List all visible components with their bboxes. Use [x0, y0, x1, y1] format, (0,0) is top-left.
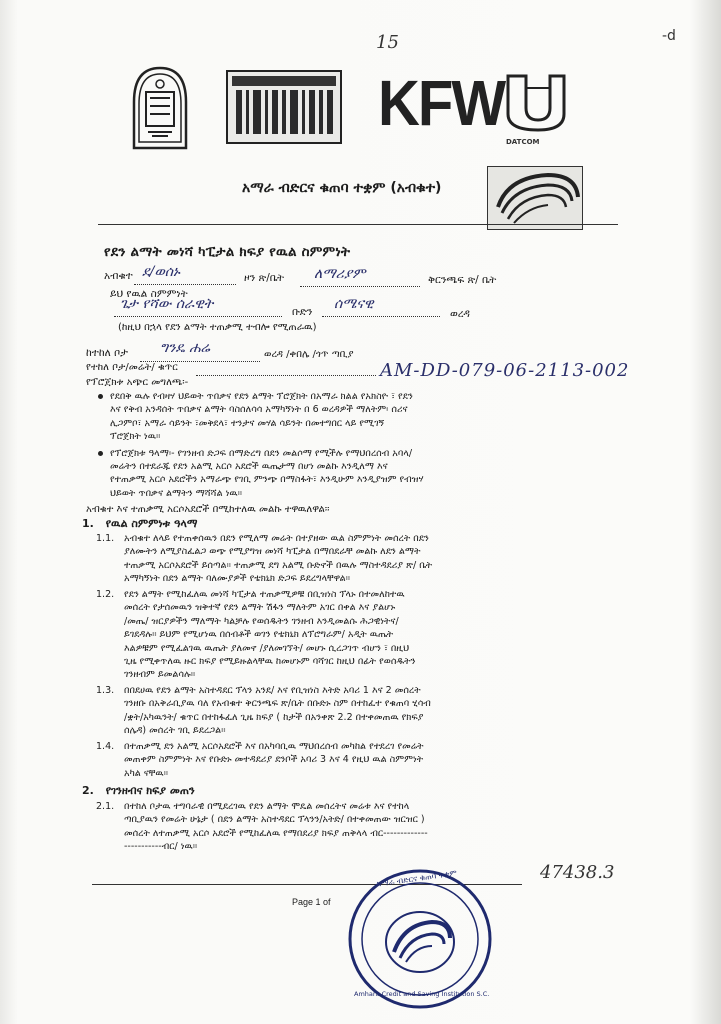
clause-line: ይገደዳሉ። ይህም የሚሆነዉ በሰብቶች ወገን የቴክኒክ ለፕሮግራም/ አዲት ዉጤት: [124, 629, 394, 641]
form-row1-line: [134, 284, 236, 285]
bullet-line: ህይወት ጥበቃና ልማትን ማሻሻል ነዉ።: [110, 487, 243, 499]
bullet-item-1: [110, 390, 670, 444]
bullet-line: መሬትን በተደራጁ የደን አልሚ አርሶ አደሮች ዉጤታማ በሆነ መልኩ እንዲለማ እና: [110, 461, 388, 473]
project-bullets: [110, 390, 670, 500]
clause-line: ገንዘብም ይመልሳሉ።: [124, 669, 196, 681]
acsi-emblem-logo: [128, 62, 192, 154]
section-number: 2.: [82, 784, 94, 797]
clause-1-4: [96, 740, 676, 780]
clause-line: አማካኝነት በደን ልማት ባለሙያዎች የቴክኒክ ድጋፍ ይደረግላቸዋል።: [124, 573, 351, 585]
clause-number: 1.2.: [96, 589, 115, 600]
form-row1-line2: [300, 286, 420, 287]
section-number: 1.: [82, 517, 94, 530]
clause-line: መሰረት የታሰመዉን ዝቅተኛ የደን ልማት ሽፋን ማለትም አገር በቀል እና ያልሆኑ: [124, 602, 396, 614]
bullet-item-2: [110, 447, 670, 501]
bullet-line: ፕሮጀክት ነዉ።: [110, 431, 161, 443]
section-1-heading: [82, 517, 198, 531]
clause-line: በተከለ ቦታዉ ተግባራዊ በሚደረገዉ የደን ልማት ሞዴል መሰረትና መሬቱ እና የተከላ: [124, 801, 410, 812]
clause-number: 2.1.: [96, 801, 115, 812]
acsi-swirl-logo: [487, 166, 583, 230]
section-title: የገንዘብና ክፍያ መጠን: [105, 784, 195, 797]
form-row1-mid: ዞን ጽ/ቤት: [244, 272, 285, 284]
form-row3-suffix: ወረዳ: [450, 308, 470, 320]
clause-2-1: [96, 800, 676, 854]
form-row1-value2: ለማሪያም: [314, 266, 366, 282]
clause-line: በተጠቃሚ ደን አልሚ አርሶአደሮች እና በአካባቢዉ ማህበረሰብ መካከል የተደረገ የመሬት: [124, 741, 424, 752]
clause-line: -----------ብር/ ነዉ።: [124, 841, 198, 853]
clause-line: አብቁተ ለላይ የተጠቀሰዉን በደን የሚለማ መሬት በተያዘው ዉል ስምምነት መሰረት በደን: [124, 533, 429, 544]
form-row7-label: የፕሮጀክቱ አጭር መግለጫ፡-: [86, 377, 189, 388]
clause-1-2: [96, 588, 676, 682]
datcom-logo: DATCOM: [500, 68, 572, 152]
bullet-line: እና የቅብ አንዳሰት ጥበቃና ልማት ባስሰለሳሳ አማካኝነት በ 6 ወረዳዎች ማለትም፡ ሰሪና: [110, 404, 408, 416]
clause-line: አካል ናቸዉ።: [124, 767, 169, 779]
form-row1-label: አብቁተ: [104, 270, 133, 282]
form-row4-note: (ከዚህ በኋላ የደን ልማት ተጠቃሚ ተብሎ የሚጠራዉ): [118, 322, 317, 333]
section-title: የዉል ስምምነቱ ዓላማ: [105, 517, 198, 530]
clause-line: ያለሙትን ለሚያስፈልጋ ወጭ የሚያግዝ መነሻ ካፒታል በማበደራቸ መልኩ ለደን ልማት: [124, 546, 421, 558]
header-divider: [98, 224, 618, 225]
kfw-logo: KFW: [378, 67, 505, 140]
stamp-top-text: አማራ ብድርና ቁጠባ ተቋም: [375, 868, 458, 889]
form-row5-suffix: ወረዳ /ቀበሌ /ጎጥ ጣቢያ: [264, 349, 354, 360]
bullet-line: የተጠቃሚ አርሶ አደሮችን አማራጭ የገቢ ምንጭ በማስፋት፣ እንዲሁም እንዲያዝም የብዝሃ: [110, 474, 424, 486]
form-row5-label: ከተከለ ቦታ: [86, 347, 129, 359]
bullet-dot: [98, 451, 103, 456]
form-row1-suffix: ቅርንጫፍ ጽ/ ቤት: [428, 274, 497, 286]
clause-line: ተጠቃሚ አርሶአደሮች ይሰጣል። ተጠቃሚ ደግ አልሚ ቡድኖች በዉሉ ማስተዳደሪያ ጽ/ ቤት: [124, 559, 433, 571]
clause-1-1: [96, 532, 676, 586]
handwritten-ref-number: 47438.3: [540, 862, 615, 883]
agreement-title: የደን ልማት መነሻ ካፒታል ክፍያ የዉል ስምምነት: [104, 244, 351, 260]
clause-number: 1.3.: [96, 685, 115, 696]
form-row6-label: የተከለ ቦታ/መሬት/ ቁጥር: [86, 362, 178, 373]
clause-line: የደን ልማት የሚከፈለዉ መነሻ ካፒታል ተጠቃሚዎቹ በቢዝነስ ፕላኑ በተመለከተዉ: [124, 589, 405, 600]
form-row1-value: ደ/ወሰኑ: [142, 264, 180, 280]
clause-1-3: [96, 684, 676, 738]
form-row5-value: ግንዴ ሐሬ: [160, 340, 210, 356]
clause-line: ጣቢያዉን የመሬት ሁኔታ ( በደን ልማት አስተዳደር ፕላንን/አትድ/ በተቀመጠው ዝርዝር ): [124, 814, 425, 826]
page-number-mark: 15: [376, 32, 399, 53]
form-row3-value2: ሰሜናዊ: [334, 296, 374, 312]
clause-line: /መጤ/ ዝርያዎችን ማለማት ካልቻሉ የወሰዱትን ገንዘብ እንዲመልሱ ሕጋዊነትና/: [124, 615, 399, 627]
form-row2-label: ይህ የዉል ስምምነት: [110, 288, 188, 300]
clause-line: ጊዜ የሚቀጥለዉ ዙር ክፍያ የሚይዙልላቸዉ ከመሆኑም ባሻገር ከዚህ በፊት የወሰዱትን: [124, 656, 416, 668]
striped-logo: [226, 70, 342, 144]
form-row3-mid: ቡድን: [292, 306, 313, 318]
form-row3-line2: [322, 316, 440, 317]
clause-line: እልዎቹም የሚፈልገዉ ዉጤት ያለመኖ /ያለመገኘት/ መሆኑ ሲረጋገጥ ብሆን ፣ በዚህ: [124, 642, 410, 654]
clause-line: ሰሌዳ) መሰረት ገቢ ይደረጋል።: [124, 725, 226, 737]
clause-line: መሰረት ለተጠቃሚ አርሶ አደሮች የሚከፈለዉ የማበደሪያ ክፍያ ጠቅላላ ብር-------------: [124, 827, 428, 839]
form-row6-line: [196, 375, 376, 376]
form-row6-value: AM-DD-079-06-2113-002: [380, 360, 630, 381]
bullet-line: የደበቅ ዉሉ የብዛሃ ህይወት ጥበቃና የደን ልማት ፕሮጀክት በአማራ ክልል የአክስዮ ፣ የደን: [110, 391, 413, 402]
corner-mark: -d: [662, 28, 676, 44]
stamp-bottom-text: Amhara Credit and Saving Institution S.C.: [354, 990, 490, 998]
clause-number: 1.1.: [96, 533, 115, 544]
bullet-dot: [98, 394, 103, 399]
form-row3-line: [114, 316, 282, 317]
page-label: Page 1 of: [292, 897, 331, 907]
section-2-heading: [82, 784, 195, 798]
clause-line: በበደሀዉ የደን ልማት አስተዳደር ፕላን አንደ/ እና የቢዝነስ እትድ አባሪ 1 እና 2 መሰረት: [124, 685, 421, 696]
clause-number: 1.4.: [96, 741, 115, 752]
institution-stamp: [346, 866, 494, 1012]
institution-title: አማራ ብድርና ቁጠባ ተቋም (አብቁተ): [242, 180, 442, 196]
bullet-line: የፕሮጀክቱ ዓላማ፡- የገንዘብ ድጋፍ በማድረግ በደን መልሶማ የሚችሉ የማህበረሰብ አባላ/: [110, 447, 413, 459]
parties-line: አብቁተ እና ተጠቃሚ አርሶአደሮች በሚከተለዉ መልኩ ተዋዉለዋል፡፡: [86, 504, 330, 515]
clause-line: መጠቀም ስምምነት እና የቡድኑ መተዳደሪያ ደንቦች አባሪ 3 እና 4 የዚህ ዉል ስምምነት: [124, 754, 424, 766]
clause-line: ገንዘቡ በአቅራቢያዉ ባለ የአብቁተ ቅርንጫፍ ጽ/ቤት በቡድኑ ስም በተከፈተ የቁጠባ ሂሳብ: [124, 698, 431, 710]
form-row3-value: ጌታ የሻው ሰራዊት: [120, 296, 214, 312]
bullet-line: ሊጋምቦ፣ አማራ ሳይንት ፣መቅደላ፣ ተንታና መሃል ሳይንት በመተግበር ላይ የሚገኝ: [110, 417, 385, 429]
clause-line: /ቋት/አካዉንት/ ቁጥር በተከፋፈለ ጊዜ ክፍያ ( ከታች በአንቀጽ 2.2 በተቀመጠዉ የክፍያ: [124, 711, 424, 723]
